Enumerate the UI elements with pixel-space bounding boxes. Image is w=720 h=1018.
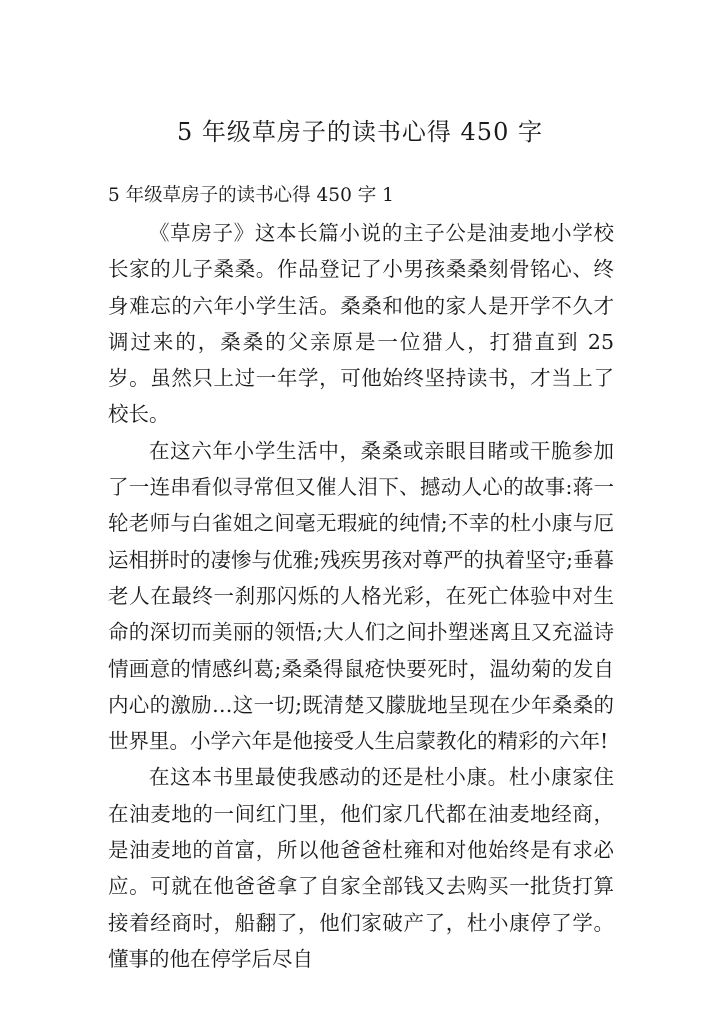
body-text [108, 215, 614, 977]
section-heading: 5 年级草房子的读书心得 450 字 1 [108, 185, 394, 206]
paragraph: 《草房子》这本长篇小说的主子公是油麦地小学校长家的儿子桑桑。作品登记了小男孩桑桑刻骨铭心、终身难忘的六年小学生活。桑桑和他的家人是开学不久才调过来的，桑桑的父亲原是一位猎人，打猎直到 25 岁。虽然只上过一年学，可他始终坚持读书，才当上了校长。 [108, 221, 614, 427]
paragraph: 在这六年小学生活中，桑桑或亲眼目睹或干脆参加了一连串看似寻常但又催人泪下、撼动人心的故事:蒋一轮老师与白雀姐之间毫无瑕疵的纯情;不幸的杜小康与厄运相拼时的凄惨与优雅;残疾男孩对尊严的执着坚守;垂暮老人在最终一刹那闪烁的人格光彩，在死亡体验中对生命的深切而美丽的领悟;大人们之间扑塑迷离且又充溢诗情画意的情感纠葛;桑桑得鼠疮快要死时，温幼菊的发自内心的激励…这一切;既清楚又朦胧地呈现在少年桑桑的世界里。小学六年是他接受人生启蒙教化的精彩的六年! [108, 438, 614, 754]
document-title: 5 年级草房子的读书心得 450 字 [177, 118, 543, 146]
paragraph: 在这本书里最使我感动的还是杜小康。杜小康家住在油麦地的一间红门里，他们家几代都在油麦地经商，是油麦地的首富，所以他爸爸杜雍和对他始终是有求必应。可就在他爸爸拿了自家全部钱又去购买一批货打算接着经商时，船翻了，他们家破产了，杜小康停了学。懂事的他在停学后尽自 [108, 765, 614, 971]
